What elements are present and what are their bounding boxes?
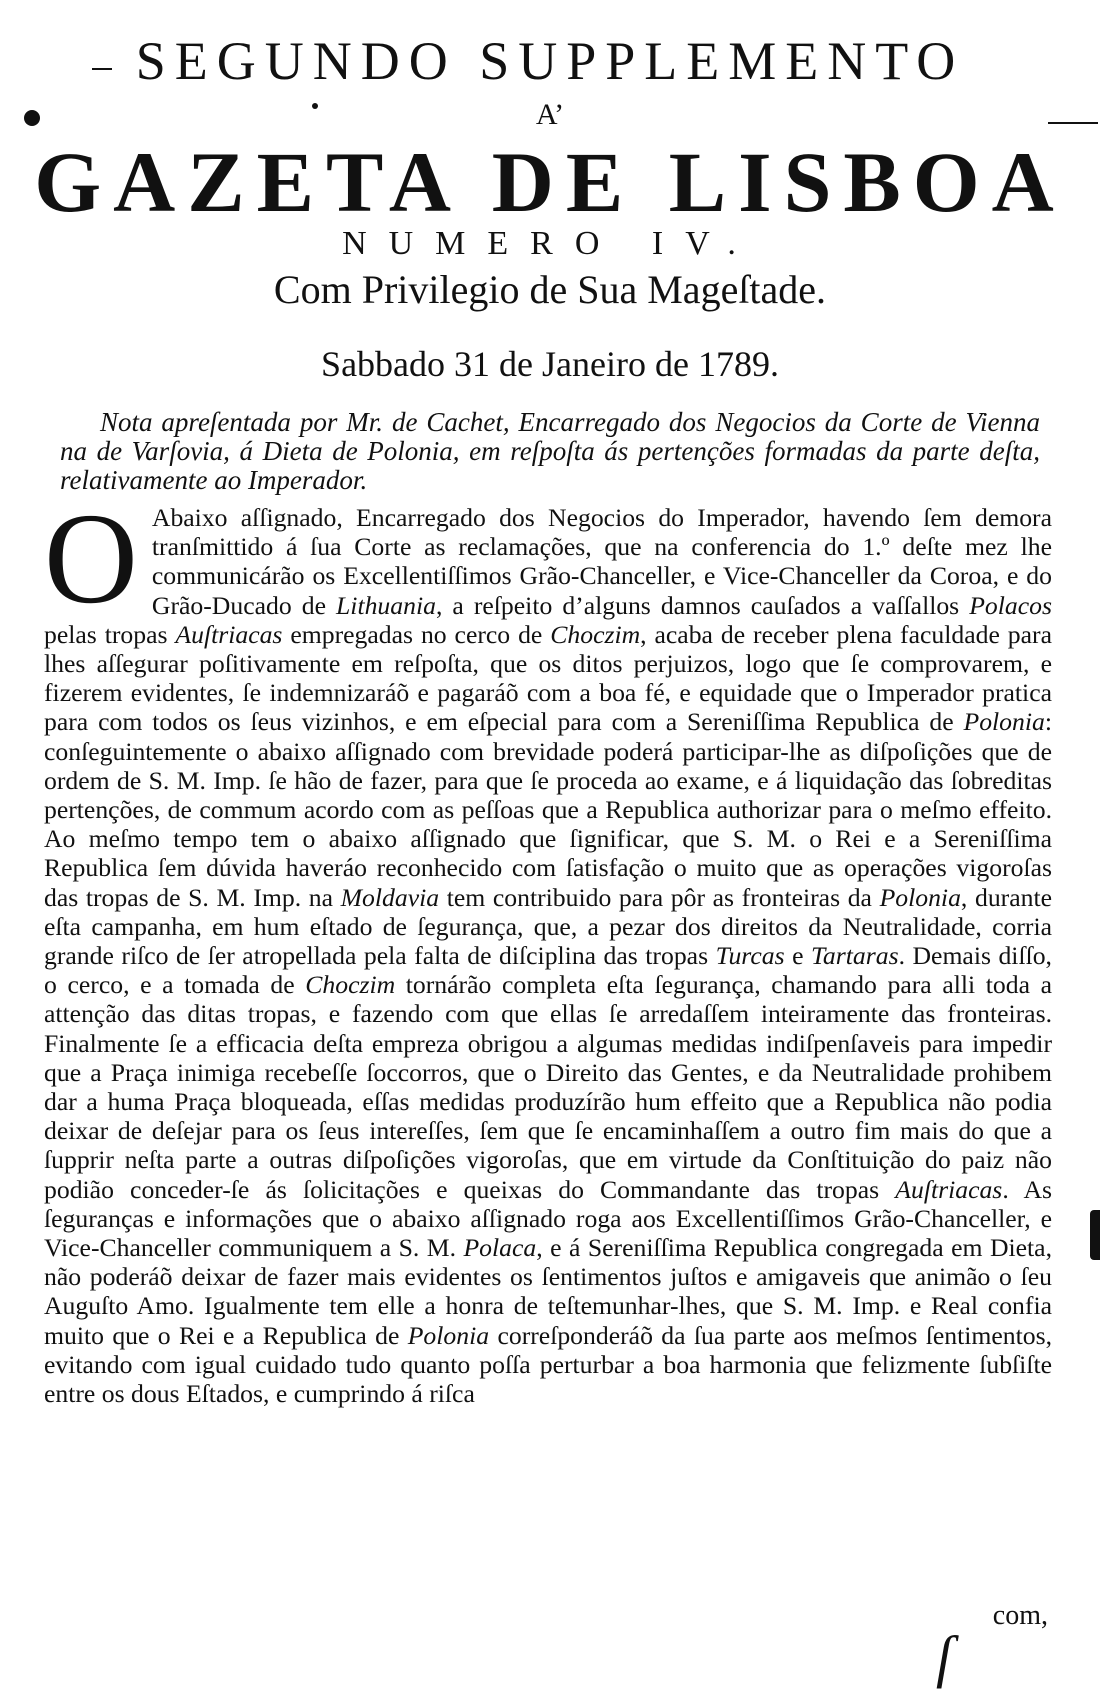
- proper-noun: Choczim: [305, 970, 396, 1000]
- ink-swash: ſ: [936, 1624, 953, 1689]
- issue-date: Sabbado 31 de Janeiro de 1789.: [321, 344, 779, 384]
- proper-noun: Polacos: [969, 590, 1052, 620]
- proper-noun: Moldavia: [340, 882, 440, 912]
- body-text: . As ſeguranças e informações que o abaixo aſſignado roga aos Excellentiſſimos Grão-Chanceller, e Vice-Chanceller communiquem a S. M.: [44, 1174, 1052, 1263]
- body-text: , a reſpeito d’alguns damnos cauſados a vaſſallos: [435, 590, 970, 620]
- drop-cap: O: [44, 487, 138, 631]
- proper-noun: Auſtriacas: [895, 1174, 1003, 1204]
- body-text: , e á Sereniſſima Republica congregada em Dieta, não poderáõ deixar de fazer mais evidentes os ſentimentos juſtos e amigaveis que animão o ſeu Auguſto Amo. Igualmente tem elle a honra de teſtemunhar-lhes, que S. M. Imp. e Real confia muito que o Rei e a Republica de: [44, 1233, 1052, 1350]
- body-text: tornárão completa eſta ſegurança, chamando para alli toda a attenção das ditas tropas, e fazendo com que ellas ſe arredaſſem inteiramente das fronteiras. Finalmente ſe a efficacia deſta empreza obrigou a algumas medidas indiſpenſaveis para impedir que a Praça inimiga recebeſſe ſoccorros, que o Direito das Gentes, e da Neutralidade prohibem dar a huma Praça bloqueada, eſſas medidas produzírão hum effeito que a Republica não podia deixar de deſejar para os ſeus intereſſes, ſem que ſe encaminhaſſem a outro fim mais do que a ſupprir neſta parte a outras diſpoſições vigoroſas, que em virtude da Conſtituição do paiz não podião conceder-ſe ás ſolicitações e queixas do Commandante das tropas: [44, 970, 1052, 1204]
- supplement-heading: SEGUNDO SUPPLEMENTO: [135, 31, 965, 91]
- proper-noun: Polonia: [879, 882, 961, 912]
- proper-noun: Tartaras: [810, 941, 899, 971]
- newspaper-title: GAZETA DE LISBOA: [34, 134, 1066, 230]
- body-text: pelas tropas: [44, 619, 176, 649]
- body-text: , durante eſta campanha, em hum eſtado de ſegurança, que, a pezar dos direitos da Neutralidade, corria grande riſco de ſer atropellada pela falta de diſciplina das tropas: [44, 882, 1052, 971]
- proper-noun: Turcas: [715, 941, 785, 971]
- page-edge-mark: [1090, 1210, 1100, 1260]
- article-body: [44, 487, 1053, 1409]
- body-text: . Demais diſſo, o cerco, e a tomada de: [44, 941, 1052, 1000]
- note-heading: Nota apreſentada por Mr. de Cachet, Encarregado dos Negocios da Corte de Vienna na de Varſovia, á Dieta de Polonia, em reſpoſta ás pertenções formadas da parte deſta, relativamente ao Imperador.: [60, 407, 1040, 495]
- privilege-line: Com Privilegio de Sua Mageſtade.: [273, 267, 827, 312]
- preposition: A’: [535, 98, 565, 131]
- body-text: e: [784, 941, 811, 971]
- body-text: correſponderáõ da ſua parte aos meſmos ſentimentos, evitando com igual cuidado tudo quanto poſſa perturbar a boa harmonia que felizmente ſubſiſte entre os dous Eſtados, e cumprindo á riſca: [44, 1320, 1052, 1409]
- proper-noun: Auſtriacas: [175, 619, 283, 649]
- body-text: : conſeguintemente o abaixo aſſignado com brevidade poderá participar-lhe as diſpoſições que de ordem de S. M. Imp. ſe hão de fazer, para que ſe proceda ao exame, e á liquidação das ſobreditas pertenções, de commum acordo com as peſſoas que a Republica authorizar para o meſmo effeito. Ao meſmo tempo tem o abaixo aſſignado que ſignificar, que S. M. o Rei e a Sereniſſima Republica ſem dúvida haveráo reconhecido com ſatisfação o muito que as operações vigoroſas das tropas de S. M. Imp. na: [44, 707, 1052, 912]
- proper-noun: Lithuania: [336, 590, 436, 620]
- proper-noun: Polaca: [463, 1233, 537, 1263]
- body-text: tem contribuido para pôr as fronteiras da: [439, 882, 880, 912]
- catchword: com,: [992, 1600, 1048, 1631]
- body-text: Abaixo aſſignado, Encarregado dos Negocios do Imperador, havendo ſem demora tranſmittido á ſua Corte as reclamações, que na conferencia do 1.º deſte mez lhe communicárão os Excellentiſſimos Grão-Chanceller, e Vice-Chanceller da Coroa, e do Grão-Ducado de: [151, 503, 1052, 620]
- issue-number: NUMERO IV.: [342, 225, 758, 262]
- body-text: empregadas no cerco de: [282, 619, 551, 649]
- proper-noun: Choczim: [550, 619, 641, 649]
- body-text: , acaba de receber plena faculdade para lhes aſſegurar poſitivamente em reſpoſta, que os ditos perjuizos, logo que ſe comprovarem, e fizerem evidentes, ſe indemnizaráõ e pagaráõ com a boa fé, e equidade que o Imperador pratica para com todos os ſeus vizinhos, e em eſpecial para com a Sereniſſima Republica de: [44, 619, 1053, 737]
- proper-noun: Polonia: [407, 1320, 490, 1350]
- proper-noun: Polonia: [963, 707, 1045, 737]
